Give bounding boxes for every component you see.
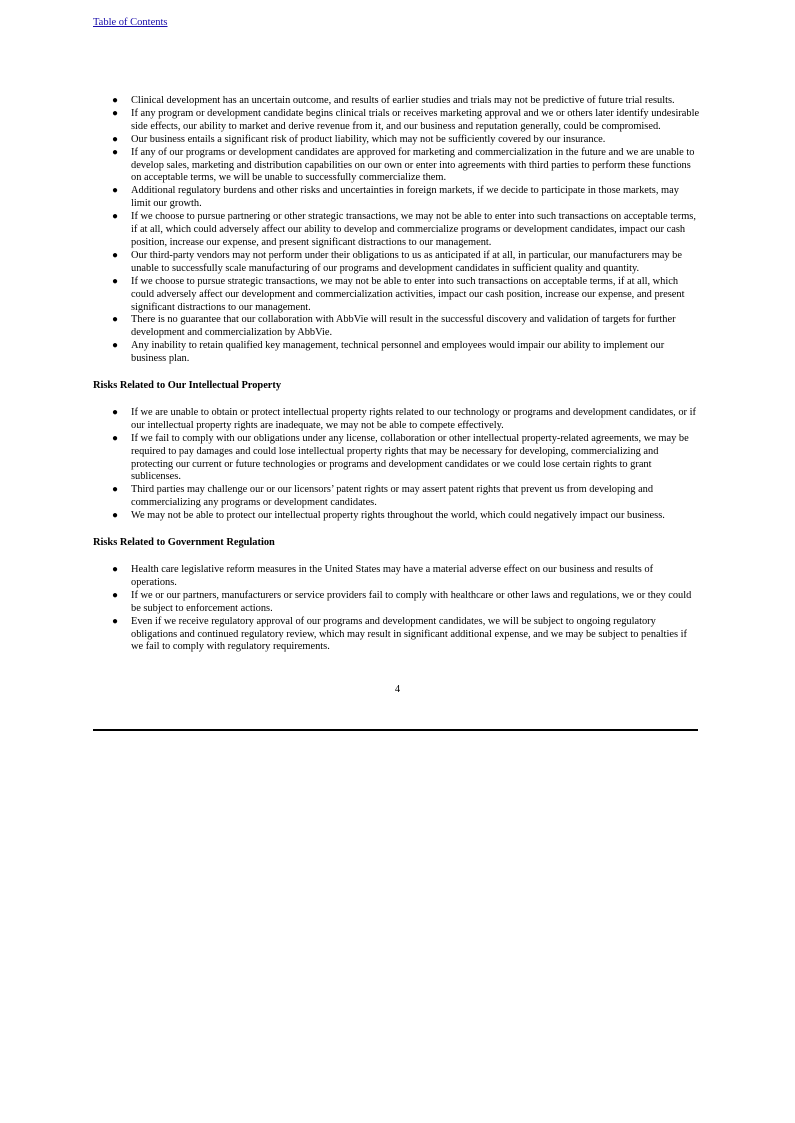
list-item-text: There is no guarantee that our collaboration with AbbVie will result in the successful discovery and validation of targets for further development and commercialization by AbbVie. — [131, 314, 676, 339]
bullet-icon: ● — [112, 589, 119, 601]
bullet-icon: ● — [112, 564, 119, 575]
list-item-text: Clinical development has an uncertain outcome, and results of earlier studies and trials may not be predictive of future trial results. — [131, 95, 675, 106]
list-item — [93, 185, 700, 211]
bullet-icon: ● — [112, 340, 119, 352]
list-item — [93, 616, 700, 655]
section-heading-intellectual-property: Risks Related to Our Intellectual Property — [93, 380, 282, 392]
bullet-icon: ● — [112, 107, 119, 119]
list-item-text: Additional regulatory burdens and other risks and uncertainties in foreign markets, if we decide to participate in those markets, may limit our growth. — [131, 185, 679, 210]
list-item — [93, 211, 700, 250]
bullet-list-intellectual-property — [93, 407, 700, 523]
list-item — [93, 564, 700, 590]
list-item-text: Health care legislative reform measures in the United States may have a material adverse effect on our business and results of operations. — [131, 564, 654, 588]
list-item-text: Any inability to retain qualified key management, technical personnel and employees would impair our ability to implement our business plan. — [131, 340, 665, 365]
list-item-text: If we choose to pursue partnering or other strategic transactions, we may not be able to enter into such transactions on acceptable terms, if at all, which could adversely affect our ability to develop and commercialize programs or development candidates, impact our cash position, increase our expense, and present significant distractions to our management. — [131, 211, 696, 248]
bullet-icon: ● — [112, 249, 119, 261]
bullet-icon: ● — [112, 275, 119, 287]
bullet-icon: ● — [112, 406, 119, 418]
list-item — [93, 407, 700, 433]
list-item — [93, 314, 700, 340]
list-item — [93, 147, 700, 186]
list-item-text: Even if we receive regulatory approval of our programs and development candidates, we will be subject to ongoing regulatory obligations and continued regulatory review, which may result in significant additional expense, and we may be subject to penalties if we fail to comply with regulatory requirements. — [131, 615, 687, 653]
list-item-text: Our business entails a significant risk of product liability, which may not be sufficiently covered by our insurance. — [131, 133, 606, 145]
bullet-list-general — [93, 95, 700, 366]
page-number: 4 — [394, 684, 401, 695]
bullet-icon: ● — [112, 133, 119, 145]
list-item-text: If we are unable to obtain or protect intellectual property rights related to our technology or programs and development candidates, or if our intellectual property rights are inadequate, we may not be able to compete effectively. — [131, 406, 696, 431]
bullet-icon: ● — [112, 146, 119, 158]
list-item-text: If we fail to comply with our obligations under any license, collaboration or other intellectual property-related agreements, we may be required to pay damages and could lose intellectual property rights that may be necessary for developing, commercializing and protecting our current or future technologies or programs and development candidates or we could lose certain rights to grant sublicenses. — [131, 432, 689, 483]
bullet-icon: ● — [112, 510, 119, 522]
bullet-icon: ● — [112, 95, 119, 106]
list-item — [93, 134, 700, 147]
list-item-text: If we or our partners, manufacturers or service providers fail to comply with healthcare or other laws and regulations, we or they could be subject to enforcement actions. — [131, 589, 692, 614]
list-item-text: If any program or development candidate begins clinical trials or receives marketing approval and we or others later identify undesirable side effects, our ability to market and derive revenue from it, and our business and reputation generally, could be compromised. — [131, 107, 700, 132]
list-item — [93, 250, 700, 276]
list-item — [93, 433, 700, 485]
bullet-list-government-regulation — [93, 564, 700, 654]
risk-factors-content — [93, 95, 700, 654]
list-item — [93, 484, 700, 510]
list-item — [93, 108, 700, 134]
bullet-icon: ● — [112, 314, 119, 326]
list-item — [93, 340, 700, 366]
list-item — [93, 510, 700, 523]
bullet-icon: ● — [112, 211, 119, 223]
list-item — [93, 95, 700, 108]
list-item — [93, 590, 700, 616]
list-item — [93, 276, 700, 315]
table-of-contents-link[interactable]: Table of Contents — [93, 17, 168, 28]
list-item-text: Our third-party vendors may not perform under their obligations to us as anticipated if at all, in particular, our manufacturers may be unable to successfully scale manufacturing of our programs and development candidates in sufficient quality and quantity. — [131, 249, 682, 274]
bullet-icon: ● — [112, 185, 119, 197]
bullet-icon: ● — [112, 615, 119, 627]
list-item-text: If any of our programs or development candidates are approved for marketing and commercialization in the future and we are unable to develop sales, marketing and distribution capabilities on our own or enter into agreements with third parties to perform these functions on acceptable terms, we will be unable to successfully commercialize them. — [131, 146, 695, 184]
list-item-text: We may not be able to protect our intellectual property rights throughout the world, which could negatively impact our business. — [131, 510, 665, 522]
page-divider — [93, 729, 698, 731]
bullet-icon: ● — [112, 484, 119, 496]
bullet-icon: ● — [112, 432, 119, 444]
section-heading-government-regulation: Risks Related to Government Regulation — [93, 537, 275, 549]
list-item-text: Third parties may challenge our or our licensors’ patent rights or may assert patent rights that prevent us from developing and commercializing any programs or development candidates. — [131, 484, 654, 509]
list-item-text: If we choose to pursue strategic transactions, we may not be able to enter into such transactions on acceptable terms, if at all, which could adversely affect our development and commercialization activities, impact our cash position, increase our expense, and present significant distractions to our management. — [131, 275, 685, 313]
